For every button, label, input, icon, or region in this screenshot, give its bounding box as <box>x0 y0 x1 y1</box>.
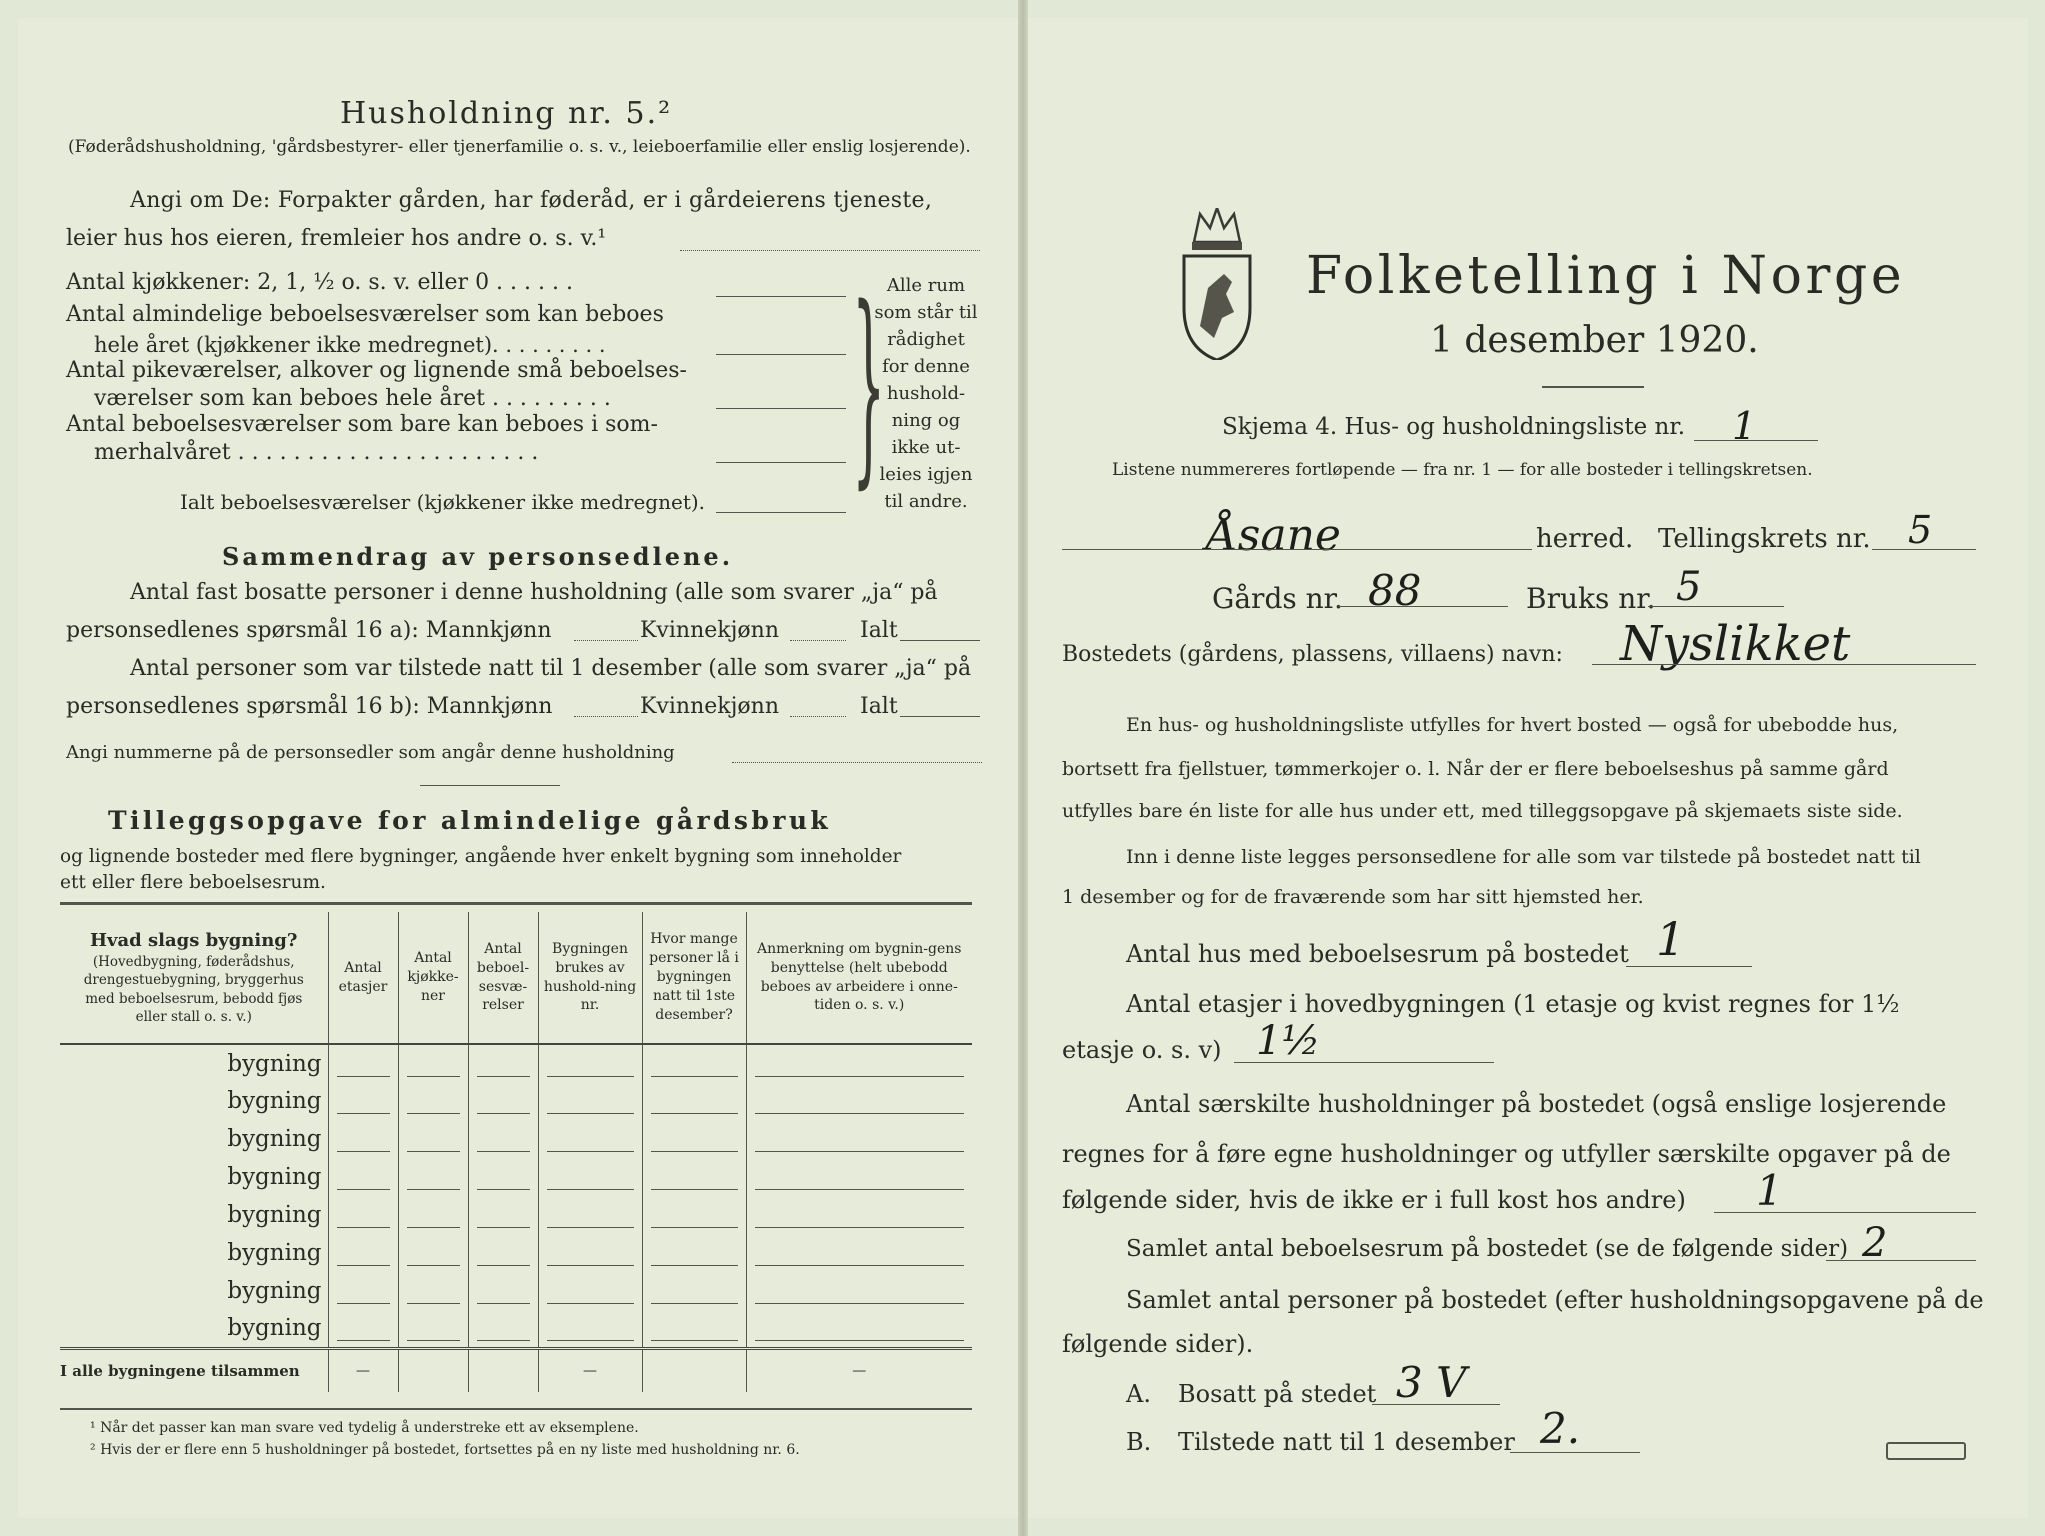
q-rooms-answer-line <box>1826 1260 1976 1261</box>
q-kitchens: Antal kjøkkener: 2, 1, ½ o. s. v. eller 0 . . . . . . <box>66 270 573 295</box>
table-bottom-rule <box>60 1408 972 1410</box>
brace: } <box>852 262 886 507</box>
q-maid-1: Antal pikeværelser, alkover og lignende små beboelses- <box>66 358 687 383</box>
row-label: bygning <box>227 1202 322 1228</box>
instruction-1: En hus- og husholdningsliste utfylles for hvert bosted — også for ubebodde hus, <box>1126 714 1899 736</box>
table-total-row <box>60 1348 972 1392</box>
bruks-value: 5 <box>1676 564 1702 610</box>
summary-p1-line2: personsedlenes spørsmål 16 a): Mannkjønn <box>66 618 552 643</box>
census-title: Folketelling i Norge <box>1306 246 1906 306</box>
brace-note-line: for denne <box>882 356 970 377</box>
q-houses-value: 1 <box>1656 912 1686 966</box>
bosted-answer-line <box>1592 664 1976 665</box>
q-households-2: regnes for å føre egne husholdninger og utfyller særskilte opgaver på de <box>1062 1140 1951 1168</box>
bosted-value: Nyslikket <box>1620 616 1851 672</box>
q-persons-2: følgende sider). <box>1062 1330 1254 1358</box>
brace-note-line: som står til <box>874 302 978 323</box>
table-row <box>60 1044 972 1082</box>
supplement-line2: ett eller flere beboelsesrum. <box>60 872 326 893</box>
kitchens-answer-line <box>716 296 846 297</box>
col-building-type <box>60 912 328 1044</box>
q-rooms-1: Antal almindelige beboelsesværelser som kan beboes <box>66 302 664 327</box>
maid-answer-line <box>716 408 846 409</box>
a-label: A. <box>1126 1380 1151 1408</box>
female-label-2: Kvinnekjønn <box>640 694 779 719</box>
ialt-label-1: Ialt <box>860 618 898 643</box>
brace-note-line: rådighet <box>887 329 965 350</box>
instruction-5: 1 desember og for de fraværende som har sitt hjemsted her. <box>1062 886 1644 908</box>
short-divider <box>420 785 560 786</box>
gards-label: Gårds nr. <box>1212 582 1343 615</box>
q-houses: Antal hus med beboelsesrum på bostedet <box>1126 940 1629 968</box>
instruction-2: bortsett fra fjellstuer, tømmerkojer o. l. Når der er flere beboelseshus på samme gård <box>1062 758 1889 780</box>
q-households-1: Antal særskilte husholdninger på bostedet (også enslige losjerende <box>1126 1090 1947 1118</box>
female-label-1: Kvinnekjønn <box>640 618 779 643</box>
total-dash: — <box>583 1362 597 1379</box>
bruks-label: Bruks nr. <box>1526 582 1656 615</box>
female-resident-line <box>790 640 846 641</box>
q-summer-1: Antal beboelsesværelser som bare kan beboes i som- <box>66 412 658 437</box>
gards-answer-line <box>1338 606 1508 607</box>
brace-note-line: hushold- <box>886 383 966 404</box>
brace-note-line: leies igjen <box>879 464 973 485</box>
b-answer-line <box>1510 1452 1640 1453</box>
row-label: bygning <box>227 1126 322 1152</box>
table-row <box>60 1082 972 1120</box>
angi-numbers-line <box>732 762 982 763</box>
angi-numbers: Angi nummerne på de personsedler som angår denne husholdning <box>66 742 675 763</box>
col-persons: Hvor mange personer lå i bygningen natt til 1ste desember? <box>642 912 746 1044</box>
b-label: B. <box>1126 1428 1152 1456</box>
total-dash: — <box>356 1362 370 1379</box>
herred-label: herred. <box>1536 524 1634 554</box>
q-houses-answer-line <box>1626 966 1752 967</box>
summary-p2-line2: personsedlenes spørsmål 16 b): Mannkjønn <box>66 694 553 719</box>
gards-value: 88 <box>1368 566 1422 615</box>
numbering-note: Listene nummereres fortløpende — fra nr. 1 — for alle bosteder i tellingskretsen. <box>1112 460 1813 480</box>
q-rooms-2: hele året (kjøkkener ikke medregnet). . . . . . . . . <box>94 333 606 357</box>
a-answer-line <box>1372 1404 1500 1405</box>
total-rooms-answer-line <box>716 512 846 513</box>
summer-answer-line <box>716 462 846 463</box>
row-label: bygning <box>227 1164 322 1190</box>
brace-note-line: ikke ut- <box>891 437 961 458</box>
printer-stamp <box>1886 1442 1966 1460</box>
brace-note <box>870 272 982 515</box>
total-dash: — <box>852 1362 867 1379</box>
summary-p1-line1: Antal fast bosatte personer i denne husholdning (alle som svarer „ja“ på <box>130 580 938 605</box>
rooms-answer-line <box>716 354 846 355</box>
ialt-label-2: Ialt <box>860 694 898 719</box>
supplement-line1: og lignende bosteder med flere bygninger, angående hver enkelt bygning som inneholder <box>60 846 902 867</box>
row-label: bygning <box>227 1050 322 1077</box>
q-floors-1: Antal etasjer i hovedbygningen (1 etasje og kvist regnes for 1½ <box>1126 990 1900 1018</box>
intro-line-2: leier hus hos eieren, fremleier hos andre o. s. v.¹ <box>66 226 607 251</box>
footnote-2: ² Hvis der er flere enn 5 husholdninger på bostedet, fortsettes på en ny liste med husholdning nr. 6. <box>90 1442 800 1458</box>
summary-p2-line1: Antal personer som var tilstede natt til 1 desember (alle som svarer „ja“ på <box>130 656 972 681</box>
q-households-answer-line <box>1714 1212 1976 1213</box>
household-subheading <box>68 134 982 160</box>
census-date: 1 desember 1920. <box>1430 320 1759 361</box>
q-households-value: 1 <box>1756 1166 1783 1215</box>
col-remarks: Anmerkning om bygnin-gens benyttelse (helt ubebodd beboes av arbeidere i onne-tiden o. s. v.) <box>746 912 972 1044</box>
supplement-heading: Tilleggsopgave for almindelige gårdsbruk <box>108 806 832 835</box>
intro-line-1: Angi om De: Forpakter gården, har føderåd, er i gårdeierens tjeneste, <box>130 188 933 213</box>
q-floors-2: etasje o. s. v) <box>1062 1036 1222 1064</box>
table-top-rule <box>60 902 972 905</box>
krets-answer-line <box>1872 549 1976 550</box>
q-total: Ialt beboelsesværelser (kjøkkener ikke medregnet). <box>180 490 706 514</box>
page-fold <box>1018 0 1028 1536</box>
male-present-line <box>574 716 638 717</box>
q-households-3: følgende sider, hvis de ikke er i full kost hos andre) <box>1062 1186 1686 1214</box>
col-building-sub: (Hovedbygning, føderådshus, drengestuebygning, bryggerhus med beboelsesrum, bebodd fjøs eller stall o. s. v.) <box>83 954 304 1025</box>
krets-value: 5 <box>1908 508 1933 552</box>
q-summer-2: merhalvåret . . . . . . . . . . . . . . . . . . . . . . <box>94 440 539 465</box>
q-floors-value: 1½ <box>1256 1018 1321 1064</box>
norway-coat-of-arms <box>1178 208 1256 360</box>
male-resident-line <box>574 640 638 641</box>
table-row <box>60 1272 972 1310</box>
col-rooms: Antal beboel-sesvæ-relser <box>468 912 538 1044</box>
summary-heading: Sammendrag av personsedlene. <box>222 542 734 571</box>
col-building-title: Hvad slags bygning? <box>90 929 298 951</box>
herred-value: Åsane <box>1206 510 1341 561</box>
brace-note-line: Alle rum <box>886 275 966 296</box>
krets-label: Tellingskrets nr. <box>1658 524 1871 554</box>
buildings-table <box>60 912 972 1392</box>
household-subheading-text: (Føderådshusholdning, 'gårdsbestyrer- eller tjenerfamilie o. s. v., leieboerfamilie eller enslig losjerende). <box>68 137 971 157</box>
instruction-3: utfylles bare én liste for alle hus under ett, med tilleggsopgave på skjemaets siste side. <box>1062 800 1903 822</box>
col-household: Bygningen brukes av hushold-ning nr. <box>538 912 642 1044</box>
schema-line: Skjema 4. Hus- og husholdningsliste nr. <box>1222 414 1686 440</box>
schema-value: 1 <box>1732 404 1757 448</box>
ialt-resident-line <box>900 640 980 641</box>
a-text: Bosatt på stedet <box>1178 1380 1377 1408</box>
brace-note-line: ning og <box>891 410 961 431</box>
bruks-answer-line <box>1648 606 1784 607</box>
table-row <box>60 1196 972 1234</box>
bosted-label: Bostedets (gårdens, plassens, villaens) navn: <box>1062 642 1563 667</box>
intro-answer-line <box>680 250 980 251</box>
herred-answer-line <box>1062 549 1532 550</box>
female-present-line <box>790 716 846 717</box>
b-value: 2. <box>1540 1404 1581 1453</box>
title-divider <box>1542 386 1644 388</box>
a-value: 3 V <box>1396 1358 1467 1407</box>
table-row <box>60 1158 972 1196</box>
col-floors: Antal etasjer <box>328 912 398 1044</box>
brace-note-line: til andre. <box>884 491 968 512</box>
household-heading: Husholdning nr. 5.² <box>340 96 673 131</box>
q-rooms-value: 2 <box>1862 1220 1888 1266</box>
col-kitchens: Antal kjøkke-ner <box>398 912 468 1044</box>
schema-answer-line <box>1694 440 1818 441</box>
row-label: bygning <box>227 1315 322 1342</box>
row-label: bygning <box>227 1088 322 1114</box>
total-label: I alle bygningene tilsammen <box>60 1361 300 1380</box>
ialt-present-line <box>900 716 980 717</box>
footnote-1: ¹ Når det passer kan man svare ved tydelig å understreke ett av eksemplene. <box>90 1420 639 1436</box>
table-row <box>60 1120 972 1158</box>
q-floors-answer-line <box>1234 1062 1494 1063</box>
row-label: bygning <box>227 1240 322 1266</box>
b-text: Tilstede natt til 1 desember <box>1178 1428 1515 1456</box>
instruction-4: Inn i denne liste legges personsedlene for alle som var tilstede på bostedet natt til <box>1126 846 1921 868</box>
q-rooms: Samlet antal beboelsesrum på bostedet (se de følgende sider) <box>1126 1236 1849 1262</box>
row-label: bygning <box>227 1278 322 1304</box>
table-row <box>60 1234 972 1272</box>
q-persons-1: Samlet antal personer på bostedet (efter husholdningsopgavene på de <box>1126 1286 1984 1314</box>
q-maid-2: værelser som kan beboes hele året . . . . . . . . . <box>94 386 611 411</box>
table-row <box>60 1310 972 1348</box>
